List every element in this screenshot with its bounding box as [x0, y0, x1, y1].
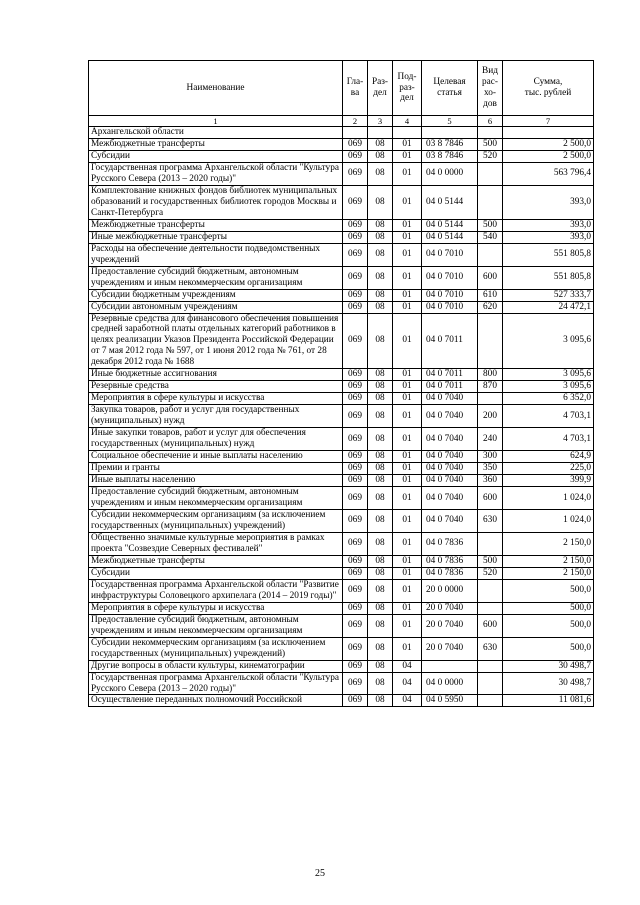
table-row — [89, 463, 594, 475]
cell-glava: 069 — [343, 509, 368, 532]
cell-glava: 069 — [343, 369, 368, 381]
cell-razdel: 08 — [368, 487, 393, 510]
cell-razdel: 08 — [368, 602, 393, 614]
cell-razdel: 08 — [368, 567, 393, 579]
column-number-row — [89, 116, 594, 127]
cell-vid — [478, 185, 503, 219]
cell-podrazdel: 01 — [393, 301, 422, 313]
cell-glava — [343, 127, 368, 139]
cell-name: Премии и гранты — [89, 463, 343, 475]
cell-target: 04 0 7011 — [422, 381, 478, 393]
table-row — [89, 695, 594, 707]
cell-vid — [478, 127, 503, 139]
cell-name: Иные выплаты населению — [89, 475, 343, 487]
cell-vid: 600 — [478, 614, 503, 637]
table-row — [89, 405, 594, 428]
cell-target: 04 0 7010 — [422, 243, 478, 266]
header-name: Наименование — [89, 61, 343, 116]
cell-vid: 870 — [478, 381, 503, 393]
cell-glava: 069 — [343, 162, 368, 185]
cell-sum: 4 703,1 — [503, 405, 594, 428]
cell-target: 04 0 7010 — [422, 301, 478, 313]
cell-podrazdel: 01 — [393, 579, 422, 602]
cell-target: 04 0 7011 — [422, 313, 478, 369]
table-row — [89, 185, 594, 219]
cell-razdel: 08 — [368, 185, 393, 219]
cell-podrazdel: 01 — [393, 532, 422, 555]
column-number: 1 — [89, 116, 343, 127]
header-sum: Сумма, тыс. рублей — [503, 61, 594, 116]
cell-sum: 500,0 — [503, 614, 594, 637]
cell-target: 20 0 0000 — [422, 579, 478, 602]
cell-sum: 225,0 — [503, 463, 594, 475]
cell-vid: 240 — [478, 428, 503, 451]
cell-sum: 551 805,8 — [503, 243, 594, 266]
cell-name: Субсидии автономным учреждениям — [89, 301, 343, 313]
cell-target: 20 0 7040 — [422, 637, 478, 660]
cell-vid: 500 — [478, 219, 503, 231]
cell-razdel: 08 — [368, 509, 393, 532]
cell-glava: 069 — [343, 451, 368, 463]
table-row — [89, 487, 594, 510]
cell-sum: 30 498,7 — [503, 660, 594, 672]
cell-podrazdel: 01 — [393, 381, 422, 393]
cell-target: 04 0 7836 — [422, 532, 478, 555]
cell-vid: 350 — [478, 463, 503, 475]
cell-razdel: 08 — [368, 381, 393, 393]
cell-name: Государственная программа Архангельской области "Культура Русского Севера (2013 – 2020 годы)" — [89, 162, 343, 185]
header-target: Целевая статья — [422, 61, 478, 116]
cell-vid — [478, 162, 503, 185]
cell-vid: 520 — [478, 567, 503, 579]
cell-razdel: 08 — [368, 289, 393, 301]
cell-name: Государственная программа Архангельской области "Развитие инфраструктуры Соловецкого архипелага (2014 – 2019 годы)" — [89, 579, 343, 602]
cell-name: Субсидии некоммерческим организациям (за исключением государственных (муниципальных) учреждений) — [89, 509, 343, 532]
cell-razdel: 08 — [368, 219, 393, 231]
cell-podrazdel: 01 — [393, 509, 422, 532]
cell-sum: 3 095,6 — [503, 313, 594, 369]
cell-sum: 2 150,0 — [503, 555, 594, 567]
cell-name: Архангельской области — [89, 127, 343, 139]
cell-target: 04 0 5144 — [422, 219, 478, 231]
cell-name: Закупка товаров, работ и услуг для государственных (муниципальных) нужд — [89, 405, 343, 428]
cell-name: Государственная программа Архангельской области "Культура Русского Севера (2013 – 2020 годы)" — [89, 672, 343, 695]
table-row — [89, 381, 594, 393]
column-number: 5 — [422, 116, 478, 127]
column-number: 6 — [478, 116, 503, 127]
table-row — [89, 393, 594, 405]
cell-name: Субсидии — [89, 150, 343, 162]
cell-glava: 069 — [343, 393, 368, 405]
cell-name: Предоставление субсидий бюджетным, автономным учреждениям и иным некоммерческим организациям — [89, 487, 343, 510]
header-glava: Гла- ва — [343, 61, 368, 116]
cell-podrazdel: 01 — [393, 219, 422, 231]
cell-podrazdel: 04 — [393, 660, 422, 672]
cell-podrazdel: 01 — [393, 555, 422, 567]
cell-razdel: 08 — [368, 695, 393, 707]
table-header-row — [89, 61, 594, 116]
cell-razdel: 08 — [368, 138, 393, 150]
cell-target: 04 0 7040 — [422, 393, 478, 405]
cell-vid: 500 — [478, 138, 503, 150]
cell-podrazdel: 01 — [393, 369, 422, 381]
cell-glava: 069 — [343, 602, 368, 614]
cell-glava: 069 — [343, 695, 368, 707]
cell-vid: 610 — [478, 289, 503, 301]
cell-target: 04 0 5144 — [422, 231, 478, 243]
cell-name: Другие вопросы в области культуры, кинематографии — [89, 660, 343, 672]
cell-sum — [503, 127, 594, 139]
cell-glava: 069 — [343, 532, 368, 555]
cell-target: 04 0 5144 — [422, 185, 478, 219]
cell-podrazdel: 01 — [393, 185, 422, 219]
cell-name: Межбюджетные трансферты — [89, 138, 343, 150]
cell-name: Субсидии — [89, 567, 343, 579]
cell-sum: 2 150,0 — [503, 532, 594, 555]
budget-table — [88, 60, 594, 707]
cell-podrazdel: 01 — [393, 243, 422, 266]
cell-razdel: 08 — [368, 313, 393, 369]
cell-sum: 11 081,6 — [503, 695, 594, 707]
cell-podrazdel: 01 — [393, 393, 422, 405]
table-row — [89, 219, 594, 231]
cell-razdel: 08 — [368, 369, 393, 381]
cell-razdel: 08 — [368, 301, 393, 313]
cell-podrazdel: 04 — [393, 695, 422, 707]
cell-sum: 3 095,6 — [503, 369, 594, 381]
cell-sum: 1 024,0 — [503, 509, 594, 532]
cell-razdel: 08 — [368, 532, 393, 555]
cell-podrazdel: 01 — [393, 602, 422, 614]
cell-sum: 399,9 — [503, 475, 594, 487]
cell-target: 04 0 0000 — [422, 672, 478, 695]
cell-glava: 069 — [343, 150, 368, 162]
cell-glava: 069 — [343, 381, 368, 393]
table-body — [89, 127, 594, 707]
cell-podrazdel: 01 — [393, 567, 422, 579]
cell-name: Иные закупки товаров, работ и услуг для обеспечения государственных (муниципальных) нужд — [89, 428, 343, 451]
cell-vid: 630 — [478, 509, 503, 532]
cell-glava: 069 — [343, 289, 368, 301]
header-podrazdel: Под- раз- дел — [393, 61, 422, 116]
header-vid: Вид рас- хо- дов — [478, 61, 503, 116]
table-row — [89, 301, 594, 313]
cell-razdel: 08 — [368, 150, 393, 162]
cell-name: Субсидии некоммерческим организациям (за исключением государственных (муниципальных) учреждений) — [89, 637, 343, 660]
cell-name: Осуществление переданных полномочий Российской — [89, 695, 343, 707]
table-row — [89, 369, 594, 381]
cell-target: 04 0 7010 — [422, 266, 478, 289]
cell-sum: 6 352,0 — [503, 393, 594, 405]
cell-target — [422, 127, 478, 139]
cell-sum: 2 500,0 — [503, 138, 594, 150]
column-number: 3 — [368, 116, 393, 127]
cell-podrazdel: 01 — [393, 266, 422, 289]
page-number: 25 — [315, 868, 325, 879]
cell-podrazdel: 01 — [393, 405, 422, 428]
cell-glava: 069 — [343, 405, 368, 428]
cell-target: 04 0 7040 — [422, 509, 478, 532]
cell-sum: 4 703,1 — [503, 428, 594, 451]
cell-name: Мероприятия в сфере культуры и искусства — [89, 602, 343, 614]
cell-razdel: 08 — [368, 672, 393, 695]
cell-vid — [478, 393, 503, 405]
cell-vid: 520 — [478, 150, 503, 162]
cell-sum: 500,0 — [503, 579, 594, 602]
cell-glava: 069 — [343, 266, 368, 289]
cell-razdel: 08 — [368, 660, 393, 672]
table-row — [89, 475, 594, 487]
cell-target — [422, 660, 478, 672]
cell-vid — [478, 579, 503, 602]
cell-razdel: 08 — [368, 614, 393, 637]
cell-vid: 600 — [478, 487, 503, 510]
cell-glava: 069 — [343, 579, 368, 602]
cell-podrazdel: 01 — [393, 313, 422, 369]
cell-vid: 200 — [478, 405, 503, 428]
cell-razdel: 08 — [368, 393, 393, 405]
table-row — [89, 602, 594, 614]
table-row — [89, 672, 594, 695]
cell-name: Межбюджетные трансферты — [89, 219, 343, 231]
cell-target: 04 0 0000 — [422, 162, 478, 185]
cell-name: Предоставление субсидий бюджетным, автономным учреждениям и иным некоммерческим организациям — [89, 614, 343, 637]
cell-podrazdel: 01 — [393, 138, 422, 150]
cell-sum: 2 500,0 — [503, 150, 594, 162]
table-row — [89, 579, 594, 602]
table-row — [89, 614, 594, 637]
table-row — [89, 532, 594, 555]
cell-razdel: 08 — [368, 579, 393, 602]
cell-vid: 300 — [478, 451, 503, 463]
cell-sum: 1 024,0 — [503, 487, 594, 510]
cell-razdel: 08 — [368, 162, 393, 185]
cell-name: Субсидии бюджетным учреждениям — [89, 289, 343, 301]
cell-target: 04 0 7040 — [422, 463, 478, 475]
cell-podrazdel: 01 — [393, 487, 422, 510]
cell-sum: 393,0 — [503, 219, 594, 231]
cell-podrazdel: 01 — [393, 614, 422, 637]
cell-sum: 393,0 — [503, 231, 594, 243]
cell-razdel: 08 — [368, 555, 393, 567]
cell-glava: 069 — [343, 301, 368, 313]
cell-razdel: 08 — [368, 231, 393, 243]
cell-razdel: 08 — [368, 463, 393, 475]
cell-glava: 069 — [343, 672, 368, 695]
table-row — [89, 162, 594, 185]
cell-glava: 069 — [343, 219, 368, 231]
cell-glava: 069 — [343, 567, 368, 579]
cell-glava: 069 — [343, 637, 368, 660]
cell-glava: 069 — [343, 428, 368, 451]
cell-vid — [478, 672, 503, 695]
table-row — [89, 127, 594, 139]
cell-razdel: 08 — [368, 243, 393, 266]
cell-target: 04 0 7836 — [422, 567, 478, 579]
cell-vid — [478, 313, 503, 369]
cell-name: Социальное обеспечение и иные выплаты населению — [89, 451, 343, 463]
cell-vid: 630 — [478, 637, 503, 660]
cell-name: Комплектование книжных фондов библиотек муниципальных образований и государственных библиотек городов Москвы и Санкт-Петербурга — [89, 185, 343, 219]
cell-sum: 3 095,6 — [503, 381, 594, 393]
cell-target: 04 0 7011 — [422, 369, 478, 381]
cell-glava: 069 — [343, 614, 368, 637]
cell-target: 04 0 7040 — [422, 487, 478, 510]
cell-vid: 600 — [478, 266, 503, 289]
cell-podrazdel: 01 — [393, 451, 422, 463]
cell-sum: 563 796,4 — [503, 162, 594, 185]
cell-sum: 393,0 — [503, 185, 594, 219]
cell-podrazdel — [393, 127, 422, 139]
cell-target: 04 0 7040 — [422, 405, 478, 428]
cell-name: Иные бюджетные ассигнования — [89, 369, 343, 381]
cell-name: Резервные средства для финансового обеспечения повышения средней заработной платы отдельных категорий работников в целях реализации Указов Президента Российской Федерации от 7 мая 2012 года № 597, от 1 июня 2012 года № 761, от 28 декабря 2012 года № 1688 — [89, 313, 343, 369]
cell-vid: 540 — [478, 231, 503, 243]
cell-sum: 527 333,7 — [503, 289, 594, 301]
cell-vid: 800 — [478, 369, 503, 381]
cell-glava: 069 — [343, 313, 368, 369]
cell-vid — [478, 695, 503, 707]
cell-sum: 624,9 — [503, 451, 594, 463]
cell-glava: 069 — [343, 138, 368, 150]
table-row — [89, 231, 594, 243]
cell-name: Мероприятия в сфере культуры и искусства — [89, 393, 343, 405]
cell-vid: 500 — [478, 555, 503, 567]
cell-name: Иные межбюджетные трансферты — [89, 231, 343, 243]
table-row — [89, 567, 594, 579]
cell-target: 04 0 7010 — [422, 289, 478, 301]
cell-glava: 069 — [343, 555, 368, 567]
cell-vid: 620 — [478, 301, 503, 313]
cell-name: Расходы на обеспечение деятельности подведомственных учреждений — [89, 243, 343, 266]
table-row — [89, 150, 594, 162]
table-row — [89, 313, 594, 369]
table-row — [89, 289, 594, 301]
cell-glava: 069 — [343, 463, 368, 475]
cell-podrazdel: 01 — [393, 637, 422, 660]
cell-name: Резервные средства — [89, 381, 343, 393]
cell-target: 04 0 7836 — [422, 555, 478, 567]
cell-razdel: 08 — [368, 266, 393, 289]
table-row — [89, 243, 594, 266]
cell-sum: 551 805,8 — [503, 266, 594, 289]
table-row — [89, 555, 594, 567]
cell-glava: 069 — [343, 231, 368, 243]
cell-razdel: 08 — [368, 451, 393, 463]
cell-razdel: 08 — [368, 405, 393, 428]
cell-vid — [478, 243, 503, 266]
cell-glava: 069 — [343, 660, 368, 672]
cell-sum: 500,0 — [503, 602, 594, 614]
cell-sum: 30 498,7 — [503, 672, 594, 695]
table-row — [89, 451, 594, 463]
cell-podrazdel: 01 — [393, 463, 422, 475]
cell-glava: 069 — [343, 243, 368, 266]
cell-podrazdel: 01 — [393, 150, 422, 162]
cell-glava: 069 — [343, 185, 368, 219]
cell-sum: 500,0 — [503, 637, 594, 660]
cell-glava: 069 — [343, 487, 368, 510]
cell-vid — [478, 660, 503, 672]
cell-podrazdel: 01 — [393, 162, 422, 185]
cell-target: 03 8 7846 — [422, 150, 478, 162]
cell-vid — [478, 532, 503, 555]
cell-target: 20 0 7040 — [422, 602, 478, 614]
column-number: 4 — [393, 116, 422, 127]
cell-name: Межбюджетные трансферты — [89, 555, 343, 567]
column-number: 7 — [503, 116, 594, 127]
cell-podrazdel: 01 — [393, 475, 422, 487]
cell-target: 04 0 7040 — [422, 428, 478, 451]
header-razdel: Раз- дел — [368, 61, 393, 116]
document-page — [88, 60, 593, 707]
cell-podrazdel: 04 — [393, 672, 422, 695]
cell-podrazdel: 01 — [393, 428, 422, 451]
cell-target: 04 0 5950 — [422, 695, 478, 707]
cell-razdel — [368, 127, 393, 139]
cell-vid — [478, 602, 503, 614]
cell-razdel: 08 — [368, 428, 393, 451]
cell-name: Предоставление субсидий бюджетным, автономным учреждениям и иным некоммерческим организациям — [89, 266, 343, 289]
cell-vid: 360 — [478, 475, 503, 487]
table-row — [89, 509, 594, 532]
cell-sum: 24 472,1 — [503, 301, 594, 313]
table-row — [89, 637, 594, 660]
table-row — [89, 266, 594, 289]
cell-podrazdel: 01 — [393, 289, 422, 301]
cell-sum: 2 150,0 — [503, 567, 594, 579]
cell-glava: 069 — [343, 475, 368, 487]
cell-target: 20 0 7040 — [422, 614, 478, 637]
cell-razdel: 08 — [368, 637, 393, 660]
table-row — [89, 660, 594, 672]
cell-target: 04 0 7040 — [422, 451, 478, 463]
cell-name: Общественно значимые культурные мероприятия в рамках проекта "Созвездие Северных фестивалей" — [89, 532, 343, 555]
cell-razdel: 08 — [368, 475, 393, 487]
cell-podrazdel: 01 — [393, 231, 422, 243]
table-row — [89, 138, 594, 150]
cell-target: 04 0 7040 — [422, 475, 478, 487]
cell-target: 03 8 7846 — [422, 138, 478, 150]
table-row — [89, 428, 594, 451]
column-number: 2 — [343, 116, 368, 127]
